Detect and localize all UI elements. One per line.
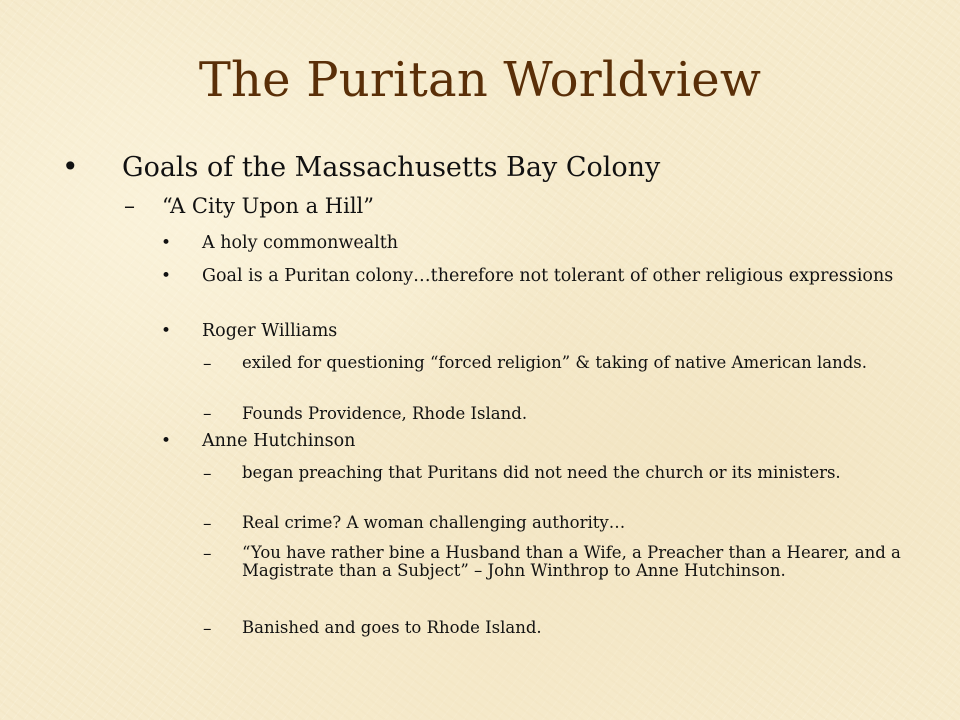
holy-commonwealth-item: A holy commonwealth — [202, 233, 399, 253]
puritan-colony-goal-item: Goal is a Puritan colony…therefore not tolerant of other religious expressions — [202, 266, 894, 286]
city-upon-hill-item: “A City Upon a Hill” — [162, 194, 375, 218]
goals-heading: Goals of the Massachusetts Bay Colony — [122, 152, 661, 183]
winthrop-quote-item: “You have rather bine a Husband than a Wife, a Preacher than a Hearer, and a Magistrate than a Subject” – John Winthrop to Anne Hutchinson. — [242, 543, 901, 580]
dash-icon: – — [203, 404, 212, 424]
founds-providence-item: Founds Providence, Rhode Island. — [242, 404, 528, 423]
slide-title: The Puritan Worldview — [198, 52, 762, 108]
dash-icon: – — [203, 354, 212, 374]
dash-icon: – — [203, 464, 212, 484]
bullet-icon: • — [161, 233, 172, 253]
dash-icon: – — [203, 544, 212, 564]
real-crime-item: Real crime? A woman challenging authority… — [242, 513, 626, 532]
began-preaching-item: began preaching that Puritans did not need the church or its ministers. — [242, 463, 841, 482]
anne-hutchinson-item: Anne Hutchinson — [202, 431, 356, 451]
dash-icon: – — [203, 619, 212, 639]
bullet-icon: • — [161, 431, 172, 451]
bullet-icon: • — [62, 150, 79, 183]
bullet-icon: • — [161, 266, 172, 286]
dash-icon: – — [124, 194, 135, 219]
roger-williams-exiled-item: exiled for questioning “forced religion” & taking of native American lands. — [242, 353, 867, 372]
banished-item: Banished and goes to Rhode Island. — [242, 618, 542, 637]
bullet-icon: • — [161, 321, 172, 341]
roger-williams-item: Roger Williams — [202, 321, 338, 341]
dash-icon: – — [203, 514, 212, 534]
